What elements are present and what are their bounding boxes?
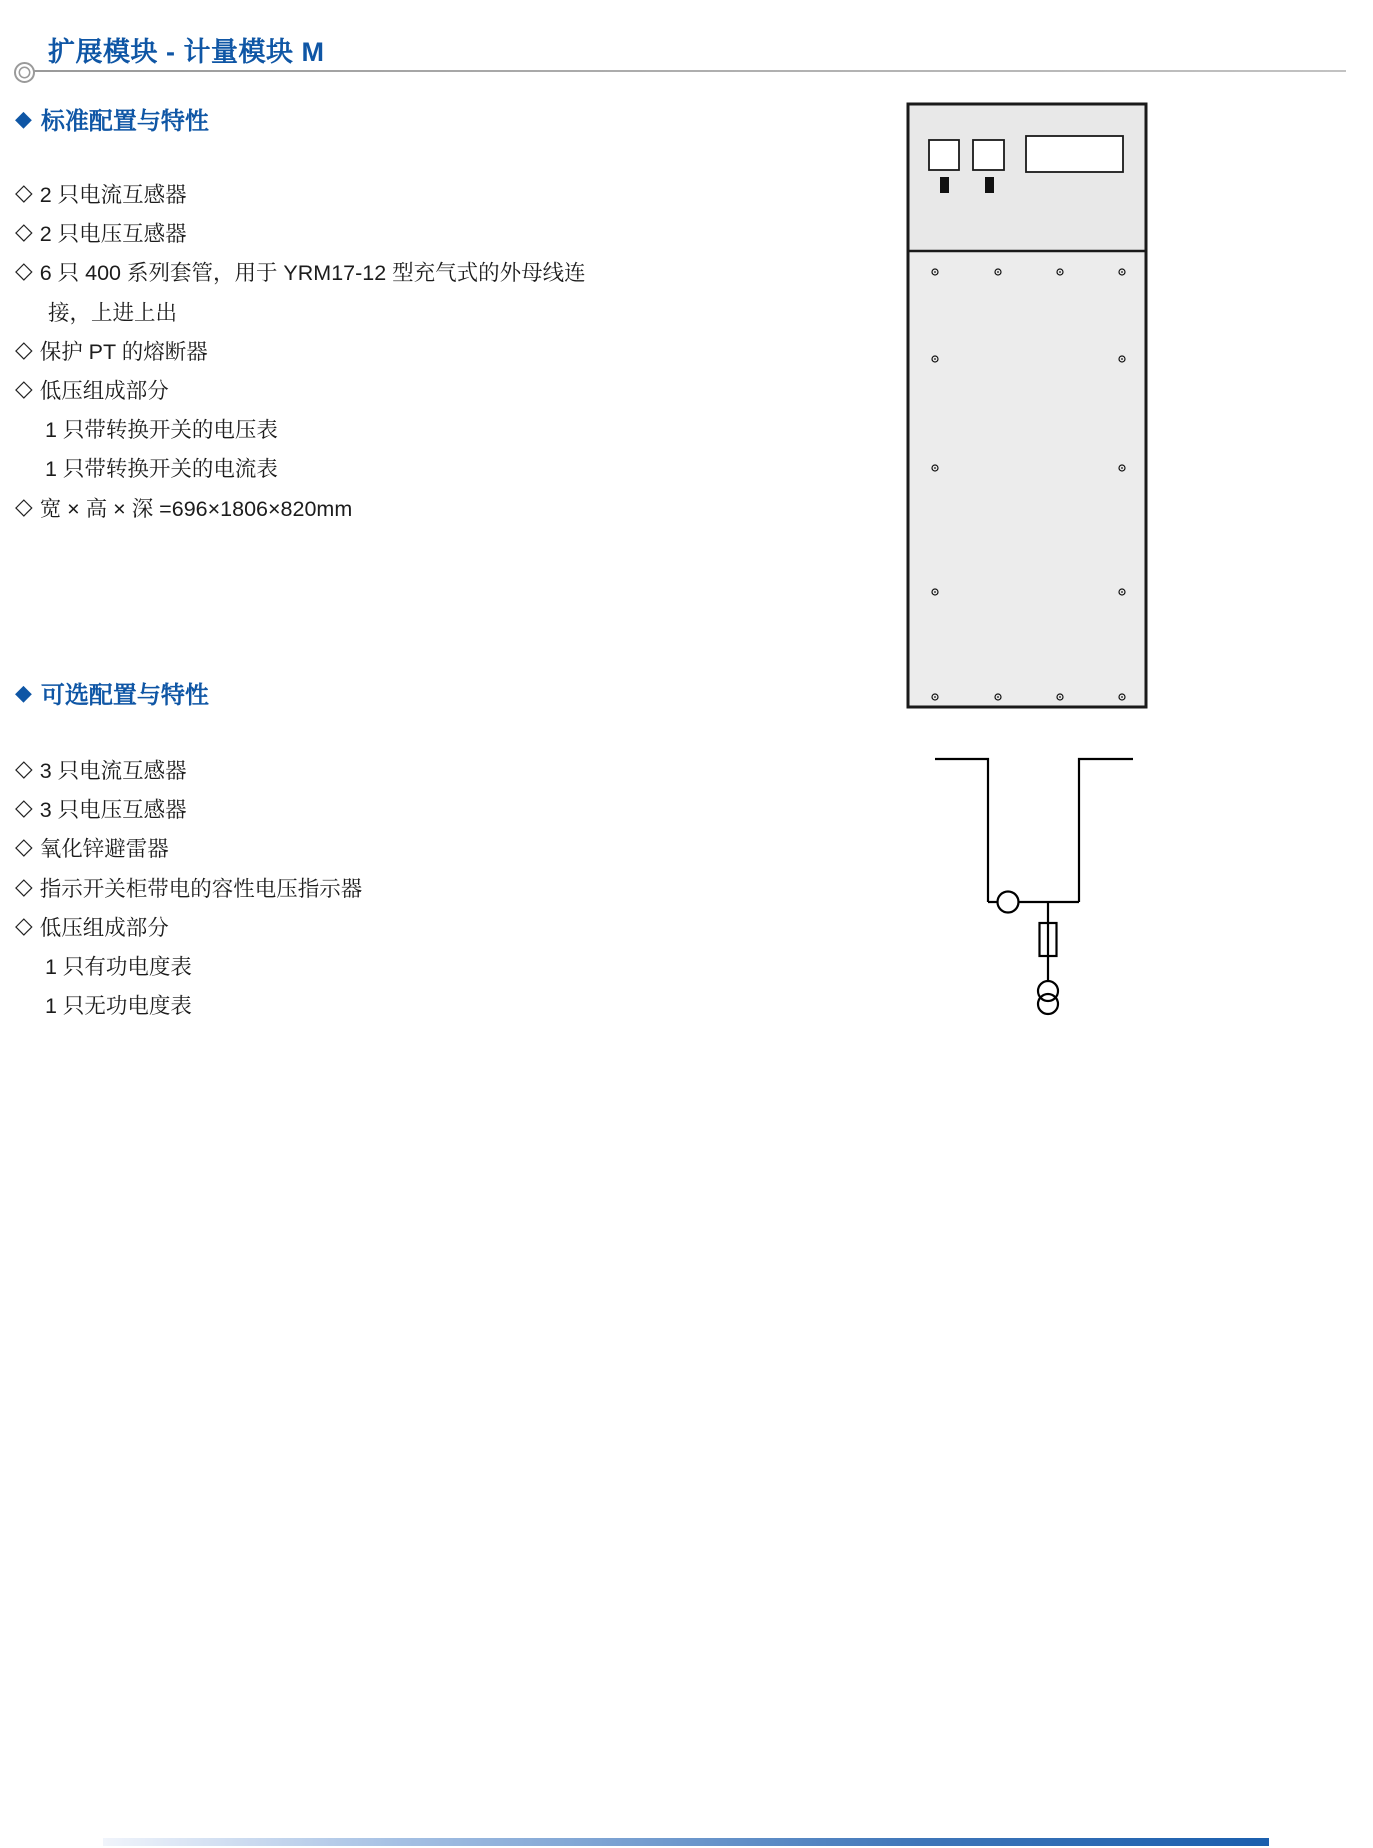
page-title: 扩展模块 - 计量模块 M	[48, 37, 325, 67]
list-item	[15, 370, 586, 409]
list-item-text: 氧化锌避雷器	[39, 837, 169, 862]
list-subitem	[15, 985, 362, 1024]
list-item-text: 1 只无功电度表	[45, 994, 192, 1019]
list-item-text: 宽 × 高 × 深 =696×1806×820mm	[39, 496, 353, 521]
cabinet-front-elevation	[908, 104, 1146, 707]
list-item-text: 2 只电压互感器	[39, 222, 187, 247]
metering-single-line-diagram	[935, 759, 1133, 1014]
display-window	[1026, 136, 1123, 172]
section-heading-optional	[15, 675, 209, 710]
standard-feature-list	[15, 174, 586, 527]
open-diamond-icon: ◇	[15, 873, 33, 900]
open-diamond-icon: ◇	[15, 180, 33, 207]
filled-diamond-icon: ◆	[15, 105, 32, 131]
open-diamond-icon: ◇	[15, 493, 33, 520]
filled-diamond-icon: ◆	[15, 679, 32, 705]
optional-feature-list	[15, 750, 362, 1024]
list-item	[15, 252, 586, 291]
open-diamond-icon: ◇	[15, 795, 33, 822]
open-diamond-icon: ◇	[15, 834, 33, 861]
list-item-text: 接，上进上出	[48, 300, 178, 325]
toggle-switch	[985, 177, 994, 193]
incoming-bus-right	[1079, 759, 1133, 902]
voltage-transformer-symbol	[1038, 994, 1058, 1014]
technical-figures	[900, 95, 1162, 1025]
incoming-bus-left	[935, 759, 988, 902]
meter-window	[929, 140, 959, 170]
section-heading-text: 标准配置与特性	[40, 108, 209, 135]
list-item	[15, 750, 362, 789]
list-item	[15, 907, 362, 946]
list-item	[15, 828, 362, 867]
section-heading-standard	[15, 101, 209, 136]
list-item-text: 1 只有功电度表	[45, 955, 192, 980]
list-item	[15, 789, 362, 828]
list-item	[15, 331, 586, 370]
open-diamond-icon: ◇	[15, 336, 33, 363]
list-item-text: 保护 PT 的熔断器	[39, 339, 208, 364]
list-item-text: 6 只 400 系列套管，用于 YRM17-12 型充气式的外母线连	[39, 261, 586, 286]
list-subitem	[15, 946, 362, 985]
list-item-text: 1 只带转换开关的电压表	[45, 418, 278, 443]
list-item-text: 2 只电流互感器	[39, 183, 187, 208]
meter-window	[973, 140, 1004, 170]
list-item-text: 3 只电压互感器	[39, 798, 187, 823]
list-item-text: 指示开关柜带电的容性电压指示器	[39, 876, 363, 901]
list-item-text: 低压组成部分	[39, 915, 169, 940]
footer-accent-bar	[103, 1838, 1269, 1846]
list-item	[15, 868, 362, 907]
list-subitem	[15, 409, 586, 448]
list-item-text: 3 只电流互感器	[39, 759, 187, 784]
list-item-text: 1 只带转换开关的电流表	[45, 457, 278, 482]
ring-ornament-icon	[12, 60, 37, 85]
open-diamond-icon: ◇	[15, 756, 33, 783]
list-item-continuation	[15, 292, 586, 331]
header-divider	[34, 70, 1346, 72]
list-item	[15, 174, 586, 213]
list-item-text: 低压组成部分	[39, 379, 169, 404]
open-diamond-icon: ◇	[15, 219, 33, 246]
toggle-switch	[940, 177, 949, 193]
cabinet-door-panel	[910, 251, 1145, 706]
current-transformer-symbol	[998, 892, 1019, 913]
open-diamond-icon: ◇	[15, 258, 33, 285]
list-subitem	[15, 448, 586, 487]
open-diamond-icon: ◇	[15, 912, 33, 939]
list-item	[15, 488, 586, 527]
list-item	[15, 213, 586, 252]
section-heading-text: 可选配置与特性	[40, 682, 209, 709]
open-diamond-icon: ◇	[15, 376, 33, 403]
